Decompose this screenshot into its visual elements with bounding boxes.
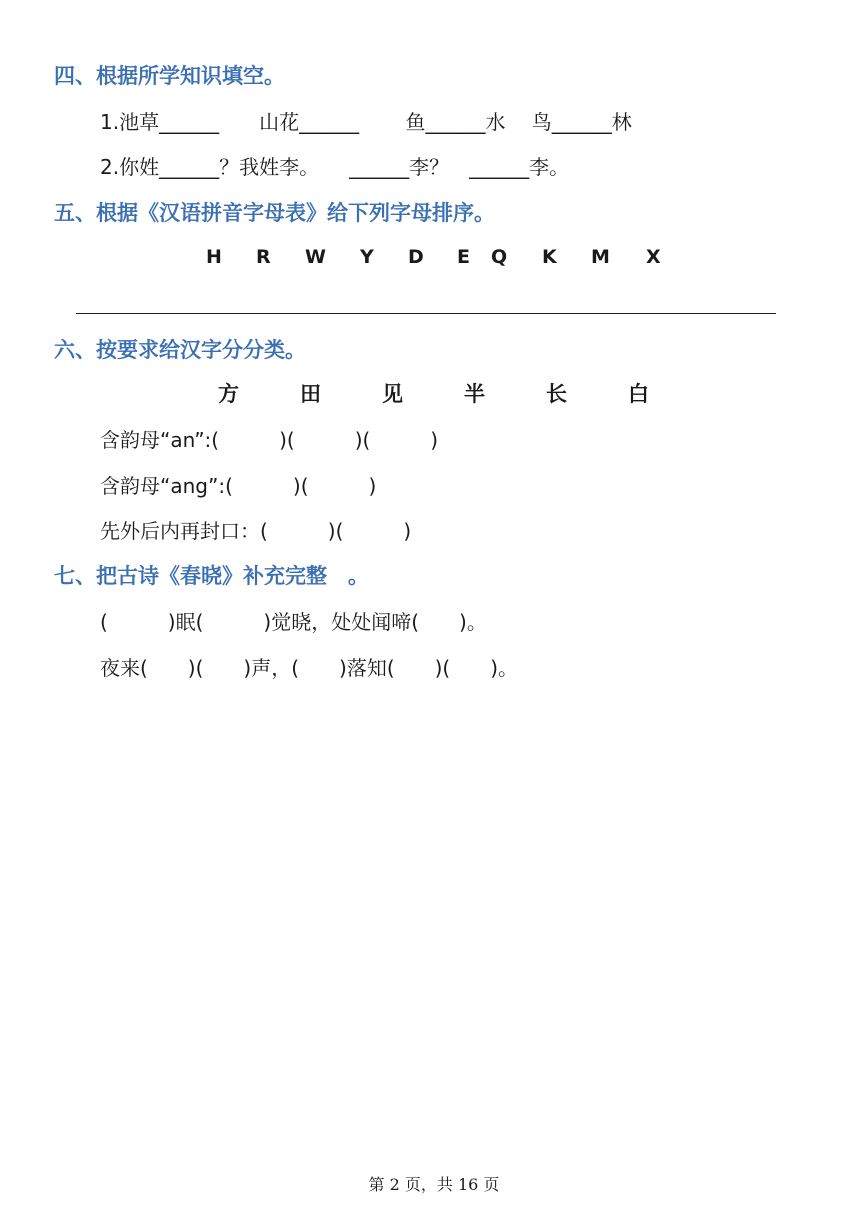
char-fang: 方: [218, 382, 239, 406]
section-6-row-2: 含韵母“ang”:( )( ): [100, 474, 377, 498]
letter-e: E: [457, 246, 470, 268]
section-4-heading: 四、根据所学知识填空。: [54, 64, 285, 88]
char-bai: 白: [628, 382, 649, 406]
letter-k: K: [542, 246, 557, 268]
letter-q: Q: [491, 246, 508, 268]
char-jian: 见: [382, 382, 403, 406]
letter-d: D: [408, 246, 424, 268]
section-5-heading: 五、根据《汉语拼音字母表》给下列字母排序。: [54, 201, 495, 225]
poem-line-2: 夜来( )( )声，( )落知( )( )。: [100, 656, 519, 680]
letter-x: X: [646, 246, 661, 268]
section-6-heading: 六、按要求给汉字分分类。: [54, 338, 306, 362]
poem-line-1: ( )眠( )觉晓，处处闻啼( )。: [100, 610, 487, 634]
section-6-row-1: 含韵母“an”:( )( )( ): [100, 428, 439, 452]
answer-line: [76, 313, 776, 314]
char-chang: 长: [546, 382, 567, 406]
section-4-line-1: 1.池草______ 山花______ 鱼______水 鸟______林: [100, 110, 632, 134]
char-ban: 半: [464, 382, 485, 406]
page-number: 第 2 页，共 16 页: [368, 1175, 500, 1194]
section-7-heading: 七、把古诗《春晓》补充完整 。: [54, 564, 369, 588]
section-4-line-2: 2.你姓______？我姓李。 ______李？ ______李。: [100, 155, 570, 179]
letter-m: M: [591, 246, 610, 268]
letter-h: H: [206, 246, 222, 268]
letter-r: R: [256, 246, 271, 268]
letter-w: W: [305, 246, 326, 268]
char-tian: 田: [300, 382, 321, 406]
section-6-row-3: 先外后内再封口：( )( ): [100, 519, 412, 543]
letter-y: Y: [360, 246, 374, 268]
